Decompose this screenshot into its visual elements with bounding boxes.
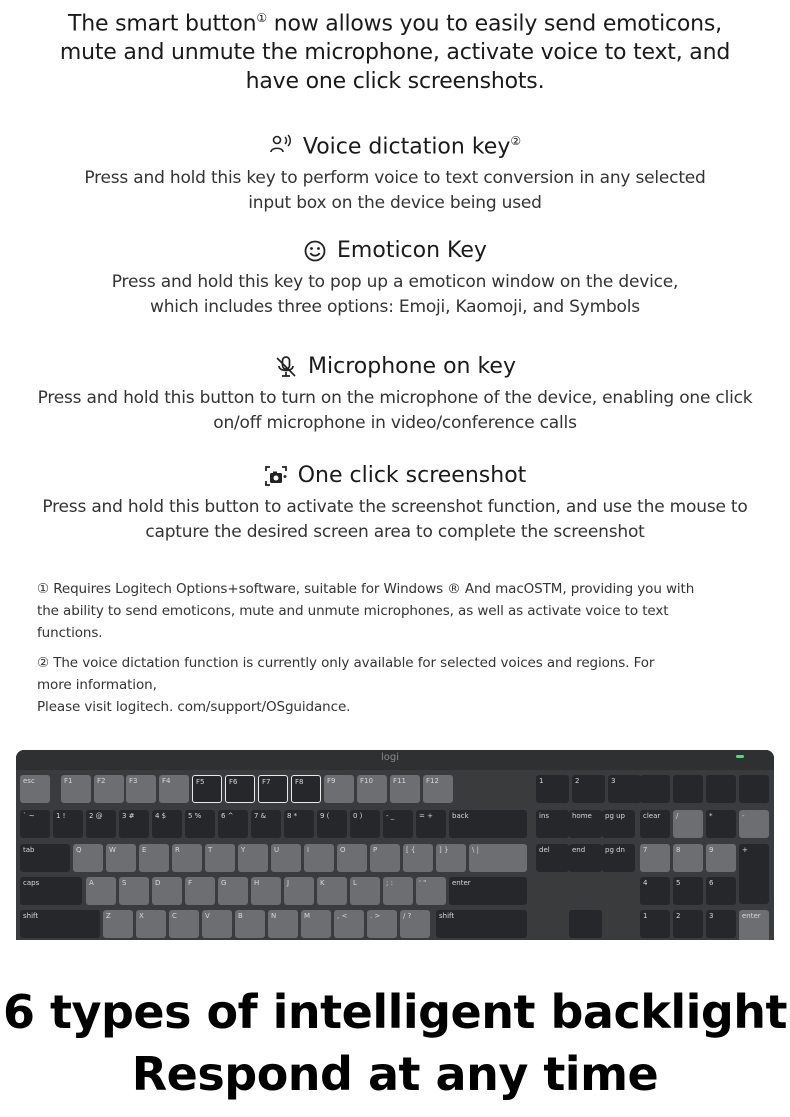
key-o: O xyxy=(337,844,367,872)
key-star: * xyxy=(706,810,736,838)
key-c: C xyxy=(169,910,199,938)
key-n9: 9 xyxy=(706,844,736,872)
key-lbr: [ { xyxy=(403,844,433,872)
footnote-2: ② The voice dictation function is currently only available for selected voices and regions. For more information, Please visit logitech. com/support/OSguidance. xyxy=(37,655,655,715)
key-enter: enter xyxy=(449,877,527,905)
key-f5: F5 xyxy=(192,775,222,803)
key xyxy=(640,775,670,803)
key-k: K xyxy=(317,877,347,905)
headline-line-1: 6 types of intelligent backlight xyxy=(2,985,788,1039)
key-b2: 2 xyxy=(572,775,605,803)
key-f7: F7 xyxy=(258,775,288,803)
microphone-mute-icon xyxy=(274,355,298,379)
key xyxy=(706,775,736,803)
key-v: V xyxy=(202,910,232,938)
key-k7: 7 & xyxy=(251,810,281,838)
key-k6: 6 ^ xyxy=(218,810,248,838)
key-x: X xyxy=(136,910,166,938)
key-k4: 4 $ xyxy=(152,810,182,838)
key-n5: 5 xyxy=(673,877,703,905)
key-f3: F3 xyxy=(126,775,156,803)
feature-description: Press and hold this key to pop up a emoticon window on the device, which includes three options: Emoji, Kaomoji, and Symbols xyxy=(111,272,679,317)
key-clear: clear xyxy=(640,810,670,838)
key-k1: 1 ! xyxy=(53,810,83,838)
key-k2: 2 @ xyxy=(86,810,116,838)
key-f11: F11 xyxy=(390,775,420,803)
key-n2: 2 xyxy=(673,910,703,938)
key-w: W xyxy=(106,844,136,872)
feature-description: Press and hold this button to turn on the microphone of the device, enabling one click on/off microphone in video/conference calls xyxy=(37,388,753,433)
key-comma: , < xyxy=(334,910,364,938)
key-p: P xyxy=(370,844,400,872)
key-shift: shift xyxy=(20,910,100,938)
key-pgup: pg up xyxy=(602,810,635,838)
key-f2: F2 xyxy=(94,775,124,803)
feature-screenshot xyxy=(0,461,790,545)
key-n8: 8 xyxy=(673,844,703,872)
key-rbr: ] } xyxy=(436,844,466,872)
key-y: Y xyxy=(238,844,268,872)
feature-title: Emoticon Key xyxy=(337,238,487,263)
key-bslash: \ | xyxy=(469,844,527,872)
key-grave: ` ~ xyxy=(20,810,50,838)
keyboard-image xyxy=(16,750,774,940)
key xyxy=(739,775,769,803)
key-s: S xyxy=(119,877,149,905)
key-i: I xyxy=(304,844,334,872)
key-m: M xyxy=(301,910,331,938)
key-slash: / xyxy=(673,810,703,838)
key-n4: 4 xyxy=(640,877,670,905)
key-fslash: / ? xyxy=(400,910,430,938)
key-numminus: - xyxy=(739,810,769,838)
screenshot-icon xyxy=(264,464,288,488)
key-n1: 1 xyxy=(640,910,670,938)
key-a: A xyxy=(86,877,116,905)
key-d: D xyxy=(152,877,182,905)
footnote-1: ① Requires Logitech Options+software, suitable for Windows ® And macOSTM, providing you with the ability to send emoticons, mute and unmute microphones, as well as activate voice to text functions. xyxy=(37,581,695,641)
key-h: H xyxy=(251,877,281,905)
key xyxy=(569,910,602,938)
feature-description: Press and hold this key to perform voice to text conversion in any selected input box on the device being used xyxy=(84,168,706,214)
feature-title: Voice dictation key② xyxy=(302,134,522,160)
key-z: Z xyxy=(103,910,133,938)
key-f10: F10 xyxy=(357,775,387,803)
feature-emoticon xyxy=(0,236,790,320)
key-rshift: shift xyxy=(436,910,527,938)
key-end: end xyxy=(569,844,602,872)
key-quote: ' " xyxy=(416,877,446,905)
key-pgdn: pg dn xyxy=(602,844,635,872)
feature-description: Press and hold this button to activate the screenshot function, and use the mouse to capture the desired screen area to complete the screenshot xyxy=(42,497,748,542)
key-esc: esc xyxy=(20,775,50,803)
key-ins: ins xyxy=(536,810,569,838)
key-k3: 3 # xyxy=(119,810,149,838)
key-b: B xyxy=(235,910,265,938)
intro-text: The smart button① now allows you to easily send emoticons, mute and unmute the microphone, activate voice to text, and have one click screenshots. xyxy=(59,11,731,95)
key-f: F xyxy=(185,877,215,905)
key-minus: - _ xyxy=(383,810,413,838)
key-e: E xyxy=(139,844,169,872)
footnotes xyxy=(37,578,757,726)
key-tab: tab xyxy=(20,844,70,872)
key-n6: 6 xyxy=(706,877,736,905)
key-l: L xyxy=(350,877,380,905)
key-k5: 5 % xyxy=(185,810,215,838)
feature-voice-dictation xyxy=(0,126,790,216)
key-t: T xyxy=(205,844,235,872)
feature-title: One click screenshot xyxy=(297,463,527,488)
key-del: del xyxy=(536,844,569,872)
key-g: G xyxy=(218,877,248,905)
key-n3: 3 xyxy=(706,910,736,938)
key-q: Q xyxy=(73,844,103,872)
key-r: R xyxy=(172,844,202,872)
logi-logo: logi xyxy=(381,752,400,763)
headline-line-2: Respond at any time xyxy=(131,1047,659,1101)
key-b3: 3 xyxy=(608,775,641,803)
voice-dictation-icon xyxy=(269,132,293,156)
key-k8: 8 * xyxy=(284,810,314,838)
key-u: U xyxy=(271,844,301,872)
key-n7: 7 xyxy=(640,844,670,872)
key-caps: caps xyxy=(20,877,82,905)
key-f1: F1 xyxy=(61,775,91,803)
key-home: home xyxy=(569,810,602,838)
status-led xyxy=(736,755,744,758)
key-f9: F9 xyxy=(324,775,354,803)
key-k9: 9 ( xyxy=(317,810,347,838)
smiley-icon xyxy=(303,239,327,263)
key-f8: F8 xyxy=(291,775,321,803)
key-f4: F4 xyxy=(159,775,189,803)
key-j: J xyxy=(284,877,314,905)
key-plus: + xyxy=(739,844,769,904)
feature-title: Microphone on key xyxy=(308,354,516,379)
feature-microphone xyxy=(0,352,790,436)
key-b1: 1 xyxy=(536,775,569,803)
key-back: back xyxy=(449,810,527,838)
key-f12: F12 xyxy=(423,775,453,803)
key-numenter: enter xyxy=(739,910,769,940)
key-f6: F6 xyxy=(225,775,255,803)
key xyxy=(673,775,703,803)
key-n: N xyxy=(268,910,298,938)
key-k0: 0 ) xyxy=(350,810,380,838)
key-semi: ; : xyxy=(383,877,413,905)
key-equal: = + xyxy=(416,810,446,838)
key-period: . > xyxy=(367,910,397,938)
